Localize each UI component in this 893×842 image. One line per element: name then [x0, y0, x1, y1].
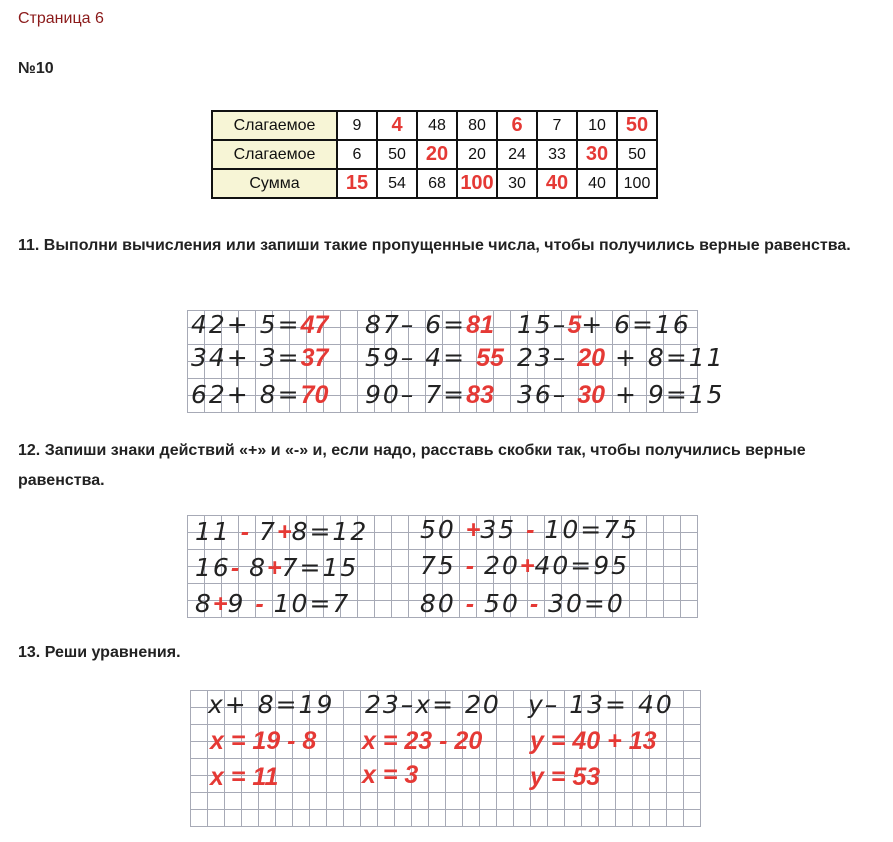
answer-cell: 50	[617, 111, 657, 140]
task-10-number: №10	[18, 60, 54, 77]
expression-text: 7=15	[281, 553, 359, 582]
answer-mark: 70	[300, 381, 329, 409]
equation: x+ 8=19	[208, 690, 335, 719]
task-11-line	[191, 380, 328, 410]
task-12-line	[195, 589, 350, 619]
expression-text: 16	[195, 553, 231, 582]
solution-step: x = 23 - 20	[362, 727, 483, 755]
table-cell: 24	[497, 140, 537, 169]
answer-mark: -	[240, 518, 250, 546]
expression-text: 50	[474, 589, 530, 618]
table-row	[212, 111, 657, 140]
task-11-line	[517, 310, 691, 340]
table-cell: 100	[617, 169, 657, 198]
answer-mark: -	[465, 590, 475, 618]
answer-cell: 20	[417, 140, 457, 169]
row-label: Сумма	[212, 169, 337, 198]
task-11-line	[517, 380, 725, 410]
expression-text: 40=95	[534, 551, 630, 580]
row-label: Слагаемое	[212, 111, 337, 140]
table-cell: 80	[457, 111, 497, 140]
answer-mark: -	[465, 552, 475, 580]
row-label: Слагаемое	[212, 140, 337, 169]
expression-text: 87– 6=	[365, 310, 467, 339]
table-cell: 68	[417, 169, 457, 198]
task-11-heading: 11. Выполни вычисления или запиши такие пропущенные числа, чтобы получились верные равенства.	[18, 237, 851, 254]
expression-text: 90– 7=	[365, 380, 467, 409]
expression-text: 8=12	[291, 517, 369, 546]
table-cell: 50	[377, 140, 417, 169]
expression-text: 42+ 5=	[191, 310, 301, 339]
answer-mark: 20	[577, 344, 606, 372]
expression-text: 30=0	[538, 589, 625, 618]
table-cell: 20	[457, 140, 497, 169]
table-cell: 33	[537, 140, 577, 169]
answer-cell: 40	[537, 169, 577, 198]
table-cell: 9	[337, 111, 377, 140]
answer-mark: 30	[577, 381, 606, 409]
answer-mark: 55	[476, 344, 504, 372]
solution-step: x = 19 - 8	[210, 727, 317, 755]
expression-text: 7	[249, 517, 277, 546]
task-13-grid	[190, 690, 701, 827]
task-12-grid	[187, 515, 698, 618]
table-row	[212, 169, 657, 198]
solution-answer: x = 3	[362, 761, 419, 789]
task-12-line	[195, 553, 358, 583]
expression-text: 80	[420, 589, 466, 618]
answer-cell: 6	[497, 111, 537, 140]
answer-mark: +	[276, 518, 292, 546]
task-11-line	[365, 310, 494, 340]
task-12-line	[195, 517, 368, 547]
table-cell: 30	[497, 169, 537, 198]
task-12-line	[420, 515, 639, 545]
answer-mark: -	[230, 554, 240, 582]
expression-text: + 6=16	[581, 310, 691, 339]
answer-mark: 47	[300, 311, 329, 339]
solution-answer: x = 11	[210, 763, 279, 791]
answer-mark: +	[267, 554, 282, 582]
page-label: Страница 6	[18, 10, 104, 27]
task-11-line	[517, 343, 725, 373]
expression-text: 10=7	[263, 589, 351, 618]
table-cell: 48	[417, 111, 457, 140]
task-11-line	[191, 343, 328, 373]
expression-text: 9	[227, 589, 256, 618]
answer-mark: -	[255, 590, 264, 618]
expression-text: 23–	[517, 343, 578, 372]
answer-cell: 4	[377, 111, 417, 140]
table-cell: 10	[577, 111, 617, 140]
task-12-line	[420, 589, 625, 619]
expression-text: 8	[239, 553, 267, 582]
expression-text: 50	[420, 515, 466, 544]
table-cell: 6	[337, 140, 377, 169]
answer-cell: 100	[457, 169, 497, 198]
table-cell: 50	[617, 140, 657, 169]
task-12-line	[420, 551, 629, 581]
table-cell: 40	[577, 169, 617, 198]
answer-mark: +	[519, 552, 535, 580]
answer-mark: -	[529, 590, 539, 618]
task-11-line	[365, 343, 504, 373]
answer-mark: 5	[567, 311, 582, 339]
answer-cell: 30	[577, 140, 617, 169]
task-13-heading: 13. Реши уравнения.	[18, 644, 181, 661]
expression-text: 75	[420, 551, 466, 580]
expression-text: 34+ 3=	[191, 343, 301, 372]
task-12-heading: 12. Запиши знаки действий «+» и «-» и, если надо, расставь скобки так, чтобы получились верные равенства.	[18, 442, 806, 489]
answer-mark: -	[526, 516, 535, 544]
expression-text: 36–	[517, 380, 578, 409]
answer-mark: 81	[466, 311, 494, 339]
equation: y– 13= 40	[528, 690, 674, 719]
task-11-line	[191, 310, 328, 340]
expression-text: 10=75	[534, 515, 639, 544]
task-11-grid	[187, 310, 725, 413]
solution-step: y = 40 + 13	[530, 727, 657, 755]
expression-text: 20	[474, 551, 520, 580]
answer-mark: 37	[300, 344, 329, 372]
expression-text: 15–	[517, 310, 568, 339]
task-11-line	[365, 380, 494, 410]
solution-answer: y = 53	[530, 763, 601, 791]
table-cell: 54	[377, 169, 417, 198]
table-row	[212, 140, 657, 169]
expression-text: 62+ 8=	[191, 380, 301, 409]
answer-mark: +	[465, 516, 481, 544]
expression-text: + 8=11	[605, 343, 725, 372]
answer-cell: 15	[337, 169, 377, 198]
answer-mark: 83	[466, 381, 494, 409]
answer-mark: +	[212, 590, 228, 618]
expression-text: 11	[195, 517, 241, 546]
expression-text: + 9=15	[605, 380, 725, 409]
addend-table	[211, 110, 658, 199]
expression-text: 59– 4=	[365, 343, 477, 372]
expression-text: 35	[480, 515, 527, 544]
equation: 23–x= 20	[365, 690, 501, 719]
expression-text: 8	[195, 589, 213, 618]
table-cell: 7	[537, 111, 577, 140]
